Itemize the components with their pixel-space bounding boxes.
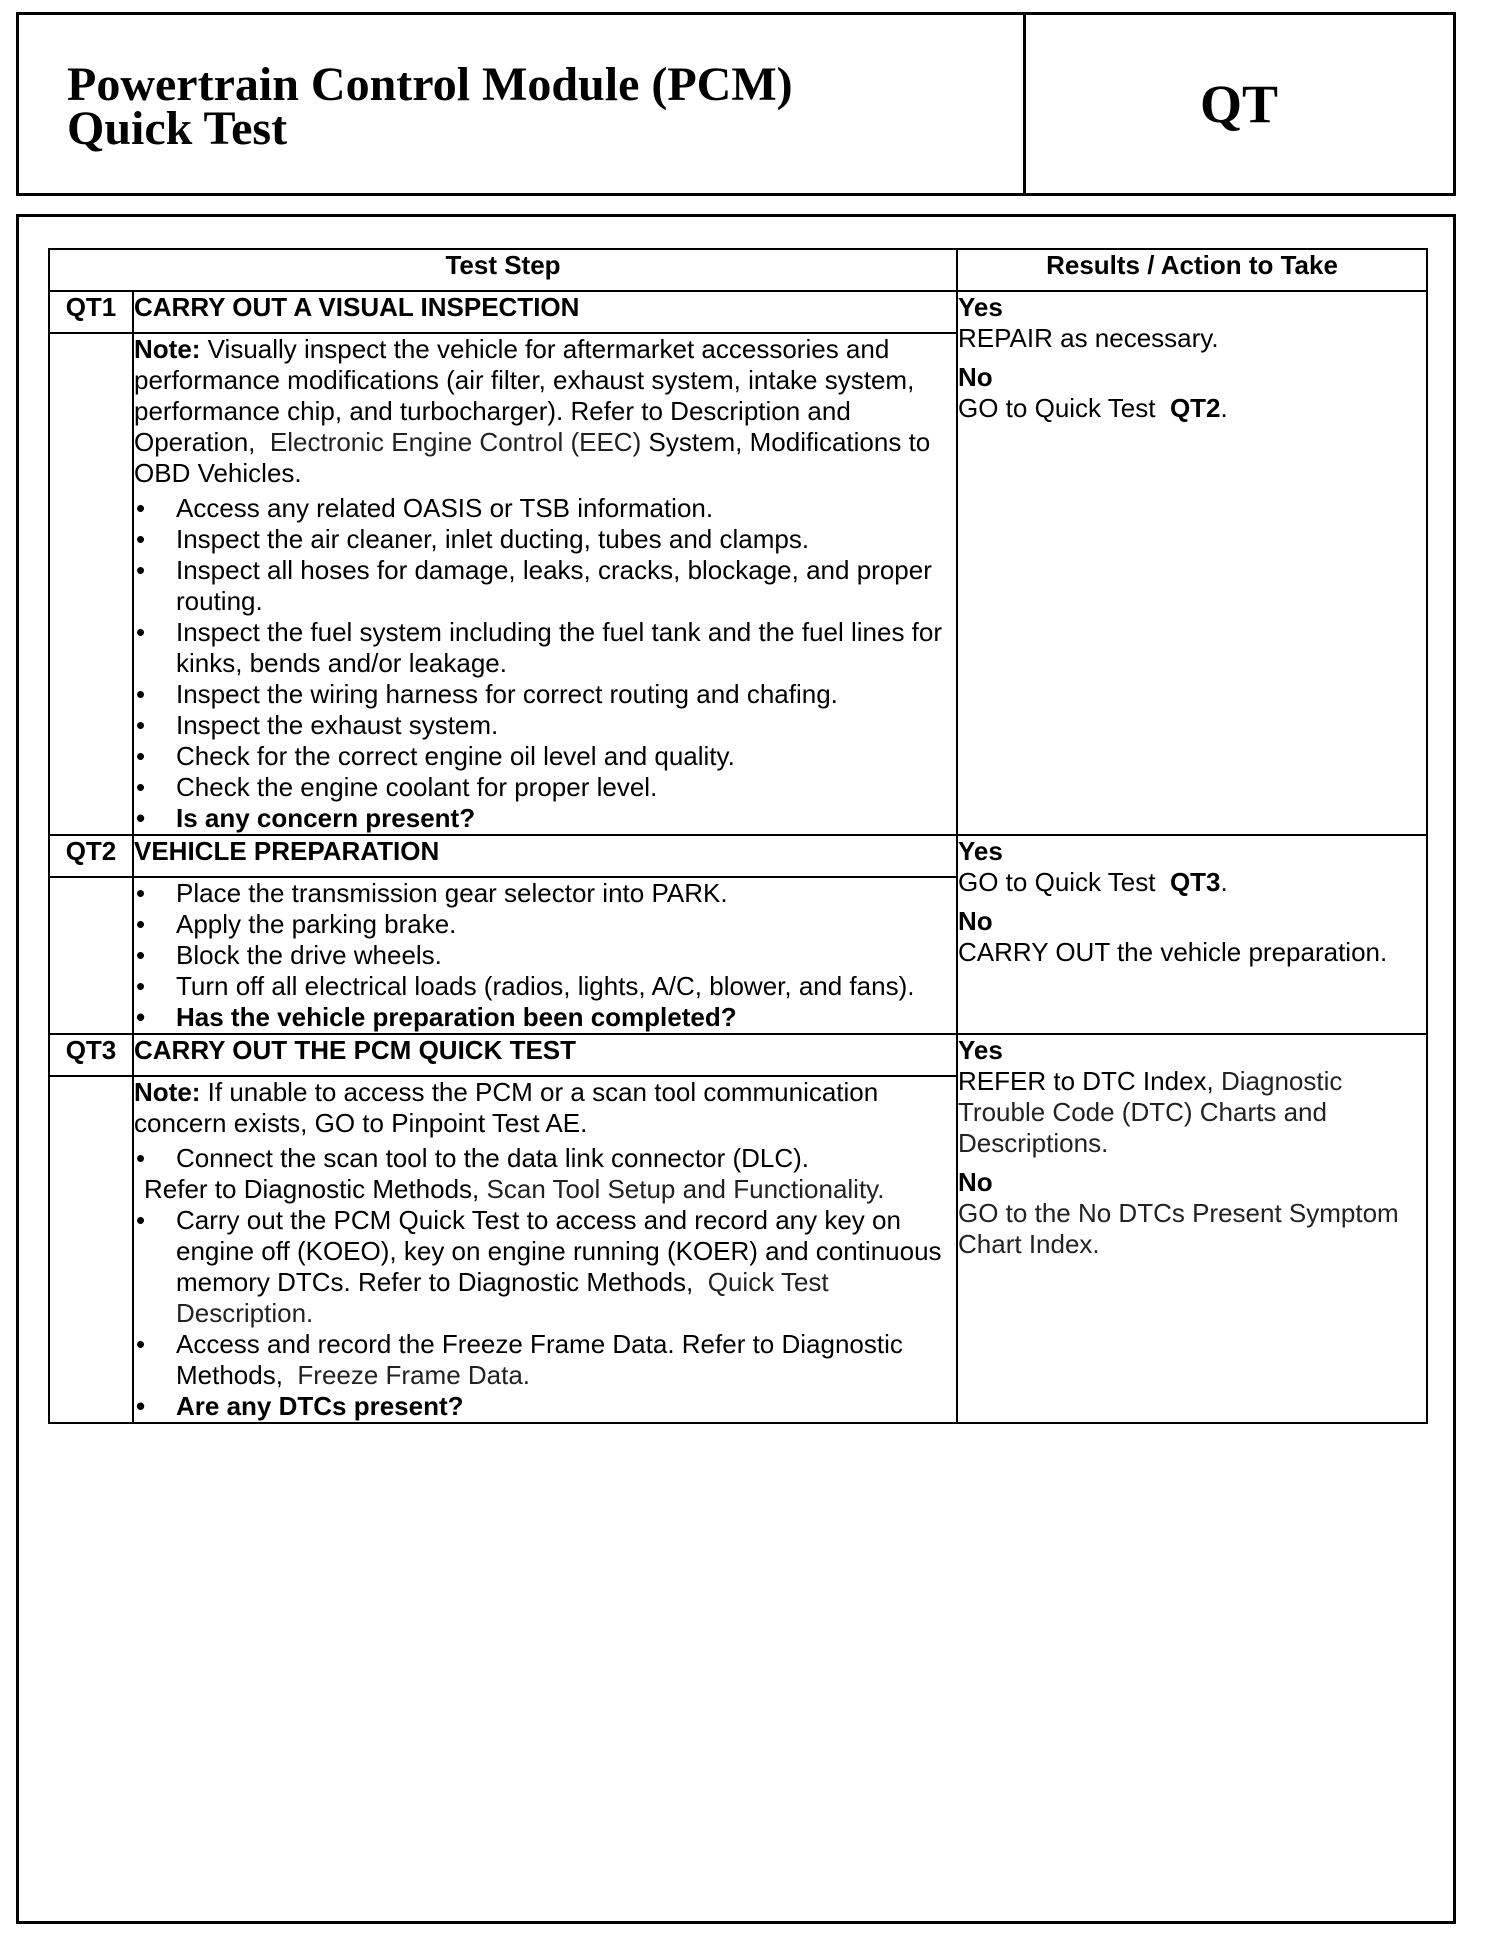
col-test-step: Test Step: [49, 249, 957, 291]
step-question: • Are any DTCs present?: [134, 1391, 956, 1422]
list-item: • Access any related OASIS or TSB information.: [134, 493, 956, 524]
step-title-qt3: CARRY OUT THE PCM QUICK TEST: [133, 1034, 957, 1076]
list-item: • Apply the parking brake.: [134, 909, 956, 940]
step-id-spacer: [49, 333, 133, 835]
step-link-qt3[interactable]: QT3: [1169, 867, 1221, 897]
note-text: If unable to access the PCM or a scan tool communication concern exists, GO to Pinpoint Test AE.: [134, 1077, 879, 1138]
yes-label: Yes: [958, 836, 1003, 866]
list-item-text: Carry out the PCM Quick Test to access and record any key on engine off (KOEO), key on engine running (KOER) and continuous memory DTCs. Refer to Diagnostic Methods,: [176, 1205, 942, 1297]
bullet-list: [134, 1143, 956, 1174]
step-body-qt2: [133, 877, 957, 1034]
note: [134, 334, 956, 489]
col-results: Results / Action to Take: [957, 249, 1427, 291]
title-line-1: Powertrain Control Module (PCM): [67, 58, 793, 111]
list-item: • Check the engine coolant for proper level.: [134, 772, 956, 803]
header-box: [16, 12, 1456, 196]
yes-action: REPAIR as necessary.: [958, 323, 1219, 353]
sub-reference: [134, 1174, 956, 1205]
note: [134, 1077, 956, 1139]
step-id-qt1: QT1: [49, 291, 133, 333]
freeze-frame-reference[interactable]: Freeze Frame Data.: [297, 1360, 531, 1390]
title-line-2: Quick Test: [67, 102, 288, 155]
step-question: • Has the vehicle preparation been completed?: [134, 1002, 956, 1033]
yes-label: Yes: [958, 292, 1003, 322]
list-item: • Inspect the wiring harness for correct routing and chafing.: [134, 679, 956, 710]
yes-label: Yes: [958, 1035, 1003, 1065]
no-label: No: [958, 906, 993, 936]
list-item: • Check for the correct engine oil level and quality.: [134, 741, 956, 772]
step-id-spacer: [49, 1076, 133, 1423]
note-label: Note:: [134, 334, 201, 364]
list-item: • Inspect the air cleaner, inlet ducting, tubes and clamps.: [134, 524, 956, 555]
note-reference[interactable]: Electronic Engine Control (EEC): [269, 427, 642, 457]
step-link-qt2[interactable]: QT2: [1169, 393, 1221, 423]
no-label: No: [958, 1167, 993, 1197]
no-action-text: GO to Quick Test: [958, 393, 1156, 423]
list-item: • Inspect all hoses for damage, leaks, cracks, blockage, and proper routing.: [134, 555, 956, 617]
table-row: [49, 291, 1427, 333]
bullet-list: [134, 1205, 956, 1422]
note-label: Note:: [134, 1077, 201, 1107]
sub-reference-text: Refer to Diagnostic Methods,: [144, 1174, 480, 1204]
list-item: • Turn off all electrical loads (radios, lights, A/C, blower, and fans).: [134, 971, 956, 1002]
list-item: • Connect the scan tool to the data link connector (DLC).: [134, 1143, 956, 1174]
result-qt1: [957, 291, 1427, 835]
result-qt3: [957, 1034, 1427, 1423]
no-label: No: [958, 362, 993, 392]
step-id-spacer: [49, 877, 133, 1034]
yes-action-end: .: [1220, 867, 1228, 897]
bullet-list: [134, 493, 956, 834]
step-title-qt2: VEHICLE PREPARATION: [133, 835, 957, 877]
page-title: [67, 58, 793, 155]
result-qt2: [957, 835, 1427, 1034]
section-code: QT: [1199, 74, 1279, 134]
table-row: [49, 835, 1427, 877]
test-step-table: [48, 248, 1428, 1424]
note-tail: System, Modifications to OBD Vehicles.: [134, 427, 931, 488]
no-action: [958, 393, 1426, 424]
list-item: [134, 1329, 956, 1391]
list-item: • Place the transmission gear selector into PARK.: [134, 878, 956, 909]
step-id-qt3: QT3: [49, 1034, 133, 1076]
step-id-qt2: QT2: [49, 835, 133, 877]
yes-action: [958, 1066, 1426, 1159]
quick-test-reference[interactable]: Quick Test Description.: [176, 1267, 829, 1328]
list-item: • Inspect the fuel system including the fuel tank and the fuel lines for kinks, bends and/or leakage.: [134, 617, 956, 679]
no-action-end: .: [1220, 393, 1228, 423]
step-question: • Is any concern present?: [134, 803, 956, 834]
list-item-text: Access and record the Freeze Frame Data. Refer to Diagnostic Methods,: [176, 1329, 903, 1390]
no-action: GO to the No DTCs Present Symptom Chart Index.: [958, 1198, 1399, 1259]
scan-tool-reference[interactable]: Scan Tool Setup and Functionality.: [486, 1174, 885, 1204]
step-title-qt1: CARRY OUT A VISUAL INSPECTION: [133, 291, 957, 333]
yes-action-text: REFER to DTC Index,: [958, 1066, 1214, 1096]
note-text: Visually inspect the vehicle for aftermarket accessories and performance modifications (air filter, exhaust system, intake system, performance chip, and turbocharger). Refer to Description and Operation,: [134, 334, 915, 457]
list-item: • Inspect the exhaust system.: [134, 710, 956, 741]
table-row: [49, 1034, 1427, 1076]
yes-action: [958, 867, 1426, 898]
no-action: CARRY OUT the vehicle preparation.: [958, 937, 1388, 967]
table-header-row: [49, 249, 1427, 291]
step-body-qt3: [133, 1076, 957, 1423]
list-item: [134, 1205, 956, 1329]
step-body-qt1: [133, 333, 957, 835]
list-item: • Block the drive wheels.: [134, 940, 956, 971]
yes-reference[interactable]: Diagnostic Trouble Code (DTC) Charts and Descriptions.: [958, 1066, 1343, 1158]
bullet-list: [134, 878, 956, 1033]
yes-action-text: GO to Quick Test: [958, 867, 1156, 897]
